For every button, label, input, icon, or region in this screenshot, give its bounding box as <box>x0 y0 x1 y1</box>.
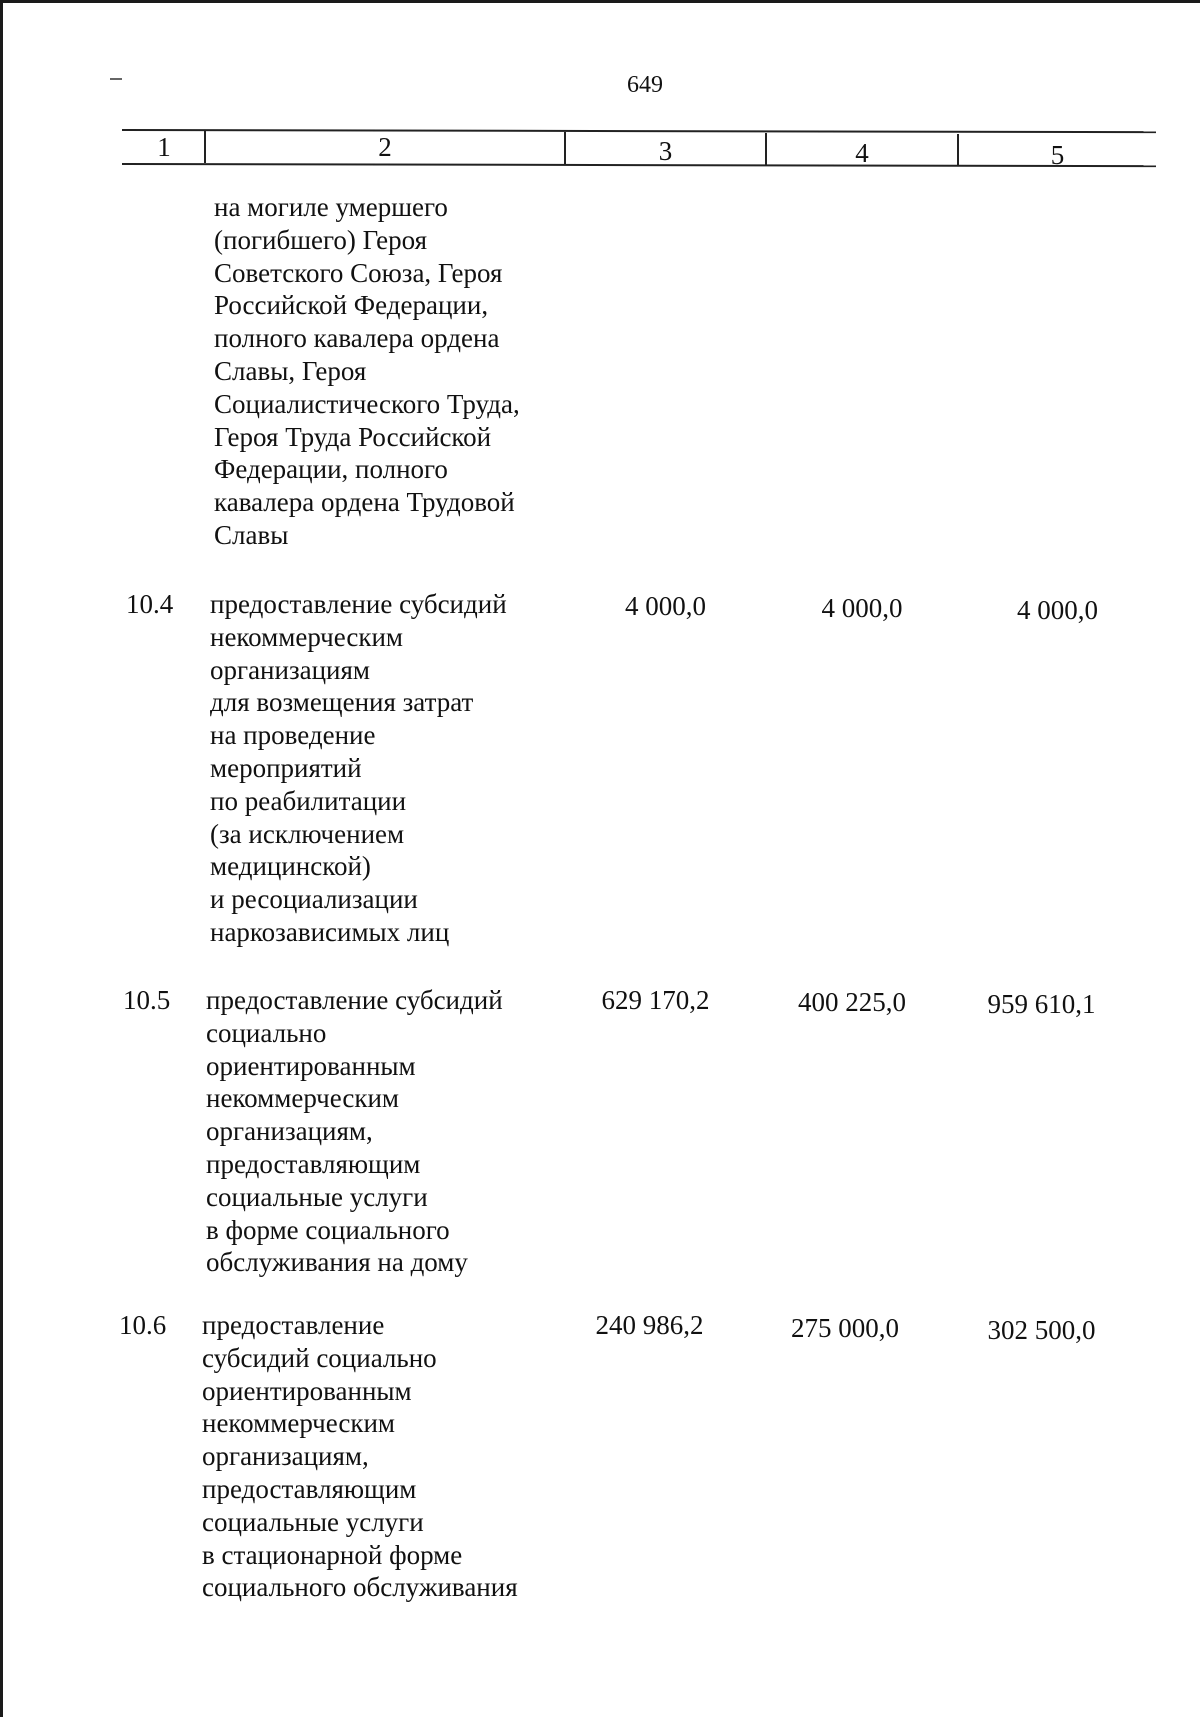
text-line: и ресоциализации <box>210 884 418 915</box>
text-line: предоставляющим <box>202 1473 417 1504</box>
text-line: социальные услуги <box>202 1506 424 1537</box>
text-line: ориентированным <box>206 1050 416 1081</box>
row-number: 10.5 <box>123 985 171 1015</box>
value-col-3: 4 000,0 <box>625 591 706 621</box>
scan-edge-top <box>0 0 1200 3</box>
text-line: (за исключением <box>210 818 405 849</box>
row-description <box>210 588 507 949</box>
text-line: некоммерческим <box>210 621 404 652</box>
page-number: 649 <box>627 72 663 98</box>
text-line: Славы <box>214 519 289 550</box>
text-line: в форме социального <box>206 1214 450 1245</box>
header-col-1: 1 <box>157 132 171 162</box>
header-col-5: 5 <box>1050 140 1065 170</box>
row-number: 10.6 <box>119 1310 167 1340</box>
text-line: полного кавалера ордена <box>214 323 500 354</box>
text-line: обслуживания на дому <box>206 1247 468 1278</box>
text-line: социального обслуживания <box>202 1572 518 1603</box>
row-description <box>206 984 503 1279</box>
text-line: ориентированным <box>202 1375 412 1406</box>
value-col-5: 4 000,0 <box>1017 595 1098 625</box>
text-line: Федерации, полного <box>214 454 448 485</box>
text-line: организациям, <box>202 1441 369 1472</box>
continuation-text <box>214 191 520 552</box>
header-col-4: 4 <box>855 138 869 168</box>
text-line: социальные услуги <box>206 1181 428 1212</box>
row-number: 10.4 <box>126 589 174 619</box>
value-col-4: 400 225,0 <box>798 987 906 1017</box>
value-col-5: 959 610,1 <box>987 989 1096 1019</box>
text-line: организациям <box>210 654 371 685</box>
row-description <box>202 1309 518 1604</box>
text-line: на проведение <box>210 720 376 751</box>
text-line: Российской Федерации, <box>214 290 489 321</box>
text-line: наркозависимых лиц <box>210 916 450 947</box>
text-line: организациям, <box>206 1116 373 1147</box>
value-col-5: 302 500,0 <box>987 1315 1096 1345</box>
text-line: некоммерческим <box>202 1408 396 1439</box>
text-line: субсидий социально <box>202 1342 437 1373</box>
text-line: предоставление субсидий <box>210 589 507 619</box>
scan-mark <box>110 78 122 80</box>
text-line: предоставляющим <box>206 1148 421 1179</box>
text-line: Славы, Героя <box>214 355 367 386</box>
text-line: по реабилитации <box>210 785 407 816</box>
text-line: (погибшего) Героя <box>214 224 428 255</box>
text-line: предоставление субсидий <box>206 985 503 1015</box>
text-line: Героя Труда Российской <box>214 421 492 452</box>
text-line: некоммерческим <box>206 1083 400 1114</box>
text-line: в стационарной форме <box>202 1539 463 1570</box>
text-line: кавалера ордена Трудовой <box>214 487 515 518</box>
scan-edge-left <box>0 0 3 1717</box>
header-col-3: 3 <box>658 136 673 166</box>
text-line: мероприятий <box>210 752 362 783</box>
value-col-3: 240 986,2 <box>595 1310 704 1340</box>
text-line: социально <box>206 1017 327 1048</box>
text-line: медицинской) <box>210 851 371 882</box>
value-col-3: 629 170,2 <box>601 985 710 1015</box>
header-col-2: 2 <box>378 132 392 162</box>
text-line: для возмещения затрат <box>210 687 474 718</box>
text-line: Социалистического Труда, <box>214 388 520 419</box>
text-line: предоставление <box>202 1310 385 1340</box>
value-col-4: 4 000,0 <box>821 593 903 623</box>
text-line: на могиле умершего <box>214 192 448 222</box>
text-line: Советского Союза, Героя <box>214 257 503 288</box>
value-col-4: 275 000,0 <box>791 1313 899 1343</box>
